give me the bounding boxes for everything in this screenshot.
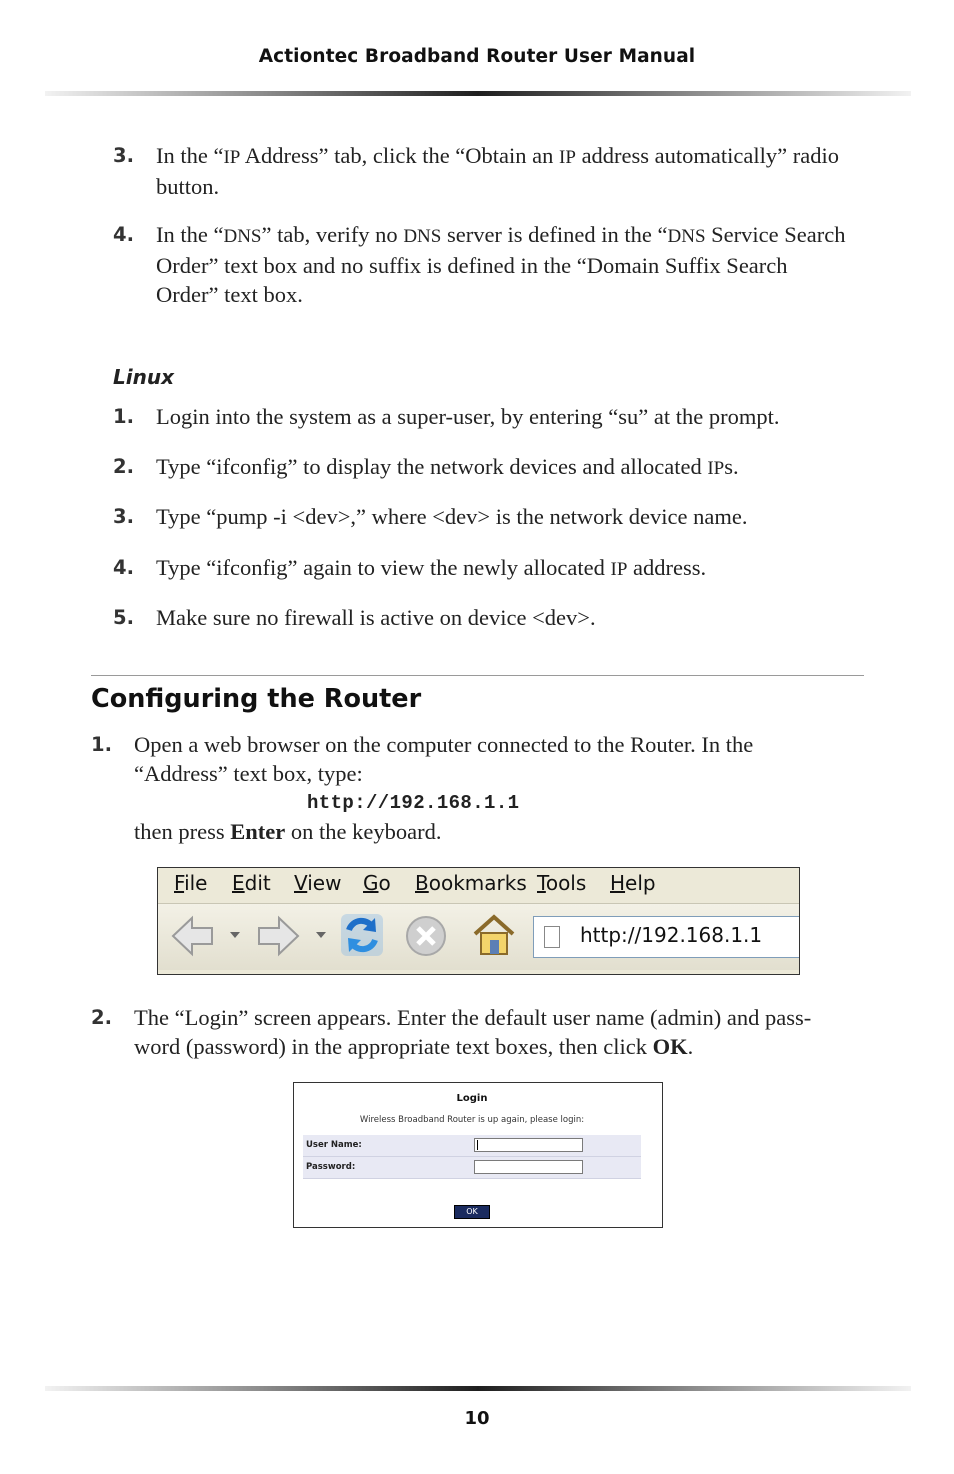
then-press-line (134, 817, 834, 847)
back-arrow-icon[interactable] (170, 914, 216, 958)
section-heading: Configuring the Router (91, 684, 422, 714)
text-cursor (477, 1140, 478, 1150)
step-text (156, 452, 739, 483)
list-item (113, 220, 873, 310)
step-text (156, 502, 747, 531)
text-line: Login into the system as a super-user, by entering “su” at the prompt. (156, 404, 780, 429)
login-title: Login (456, 1093, 488, 1104)
abbreviation: IP (610, 559, 628, 580)
list-item (113, 553, 873, 583)
menu-go[interactable]: Go (363, 871, 391, 895)
list-item (91, 730, 871, 790)
text-line: Make sure no firewall is active on device <dev>. (156, 605, 596, 630)
subsection-heading: Linux (113, 365, 174, 389)
browser-toolbar-screenshot (157, 867, 800, 975)
footer-rule (45, 1386, 911, 1391)
step-text: then press Enter on the keyboard. (134, 819, 442, 844)
abbreviation: IP (559, 147, 576, 168)
page-number: 10 (464, 1408, 490, 1429)
step-text (156, 220, 845, 309)
step-number: 2. (91, 1006, 112, 1029)
abbreviation: IP (707, 458, 725, 479)
section-divider (91, 675, 864, 676)
username-field[interactable] (474, 1138, 583, 1152)
menu-file[interactable]: File (174, 871, 208, 895)
text-line: The “Login” screen appears. Enter the default user name (admin) and pass- (134, 1005, 812, 1030)
step-text (156, 603, 596, 632)
menu-edit[interactable]: Edit (232, 871, 271, 895)
password-label: Password: (306, 1162, 356, 1172)
step-text (134, 730, 753, 788)
step-text (156, 402, 780, 431)
stop-icon[interactable] (405, 915, 447, 957)
abbreviation: IP (223, 147, 241, 168)
menu-view[interactable]: View (294, 871, 342, 895)
dropdown-arrow-icon[interactable] (230, 932, 240, 940)
text-line: Open a web browser on the computer connected to the Router. In the (134, 732, 754, 757)
list-item (113, 141, 873, 201)
running-header: Actiontec Broadband Router User Manual (258, 46, 696, 67)
abbreviation: DNS (667, 226, 706, 247)
menu-bookmarks[interactable]: Bookmarks (415, 871, 527, 895)
text-line: Type “pump -i <dev>,” where <dev> is the network device name. (156, 504, 748, 529)
ok-button[interactable]: OK (454, 1205, 490, 1219)
text-line: Order” text box and no suffix is defined in the “Domain Suffix Search (156, 253, 788, 278)
password-field[interactable] (474, 1160, 583, 1174)
list-item (91, 1003, 871, 1063)
step-number: 2. (113, 455, 134, 478)
bold-term: OK (652, 1034, 688, 1059)
page-icon (544, 926, 560, 948)
step-number: 3. (113, 144, 134, 167)
reload-icon[interactable] (339, 912, 385, 958)
text-line: word (password) in the appropriate text boxes, then click OK. (134, 1034, 694, 1059)
dropdown-arrow-icon[interactable] (316, 932, 326, 940)
menu-tools[interactable]: Tools (537, 871, 587, 895)
abbreviation: DNS (223, 226, 262, 247)
step-number: 3. (113, 505, 134, 528)
step-number: 4. (113, 223, 134, 246)
text-line: In the “IP Address” tab, click the “Obtain an IP address automatically” radio (156, 143, 839, 168)
step-number: 5. (113, 606, 134, 629)
list-item (113, 603, 873, 633)
login-subtitle: Wireless Broadband Router is up again, please login: (359, 1115, 585, 1125)
navigation-toolbar (158, 904, 799, 970)
menu-bar (158, 868, 799, 904)
step-number: 4. (113, 556, 134, 579)
text-line: In the “DNS” tab, verify no DNS server is defined in the “DNS Service Search (156, 222, 846, 247)
text-line: “Address” text box, type: (134, 761, 363, 786)
text-line: button. (156, 174, 220, 199)
username-row (303, 1135, 641, 1157)
step-number: 1. (91, 733, 112, 756)
address-text: http://192.168.1.1 (580, 923, 763, 947)
text-line: Type “ifconfig” to display the network devices and allocated IPs. (156, 454, 739, 479)
url-code: http://192.168.1.1 (307, 792, 520, 814)
step-text (156, 141, 839, 201)
password-row (303, 1157, 641, 1179)
header-rule (45, 91, 911, 96)
step-text (156, 553, 706, 584)
username-label: User Name: (306, 1140, 362, 1150)
bold-term: Enter (230, 819, 286, 844)
address-bar[interactable] (533, 916, 800, 958)
list-item (113, 452, 873, 482)
menu-help[interactable]: Help (610, 871, 656, 895)
abbreviation: DNS (403, 226, 442, 247)
list-item (113, 402, 873, 432)
text-line: Type “ifconfig” again to view the newly allocated IP address. (156, 555, 707, 580)
text-line: Order” text box. (156, 282, 303, 307)
forward-arrow-icon[interactable] (255, 914, 301, 958)
login-screenshot (293, 1082, 663, 1228)
step-text (134, 1003, 811, 1061)
home-icon[interactable] (471, 912, 517, 958)
step-number: 1. (113, 405, 134, 428)
list-item (113, 502, 873, 532)
